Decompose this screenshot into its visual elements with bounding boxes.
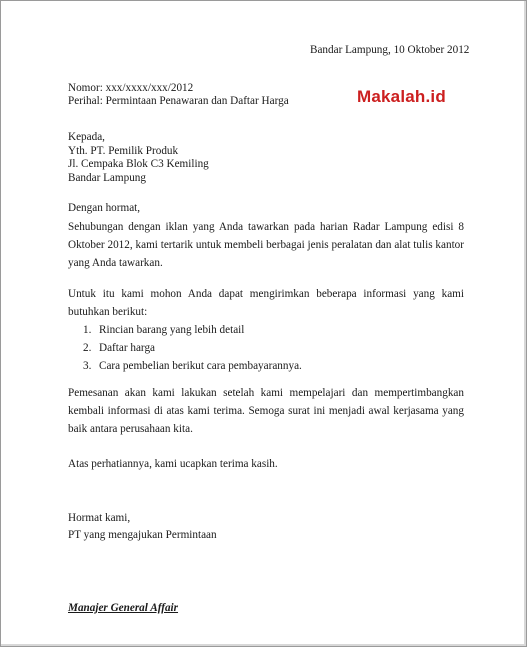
company-name: PT yang mengajukan Permintaan bbox=[68, 529, 217, 541]
body-paragraph: Sehubungan dengan iklan yang Anda tawarkan pada harian Radar Lampung edisi 8 Oktober 2012, kami tertarik untuk membeli berbagai jenis peralatan dan alat tulis kantor yang Anda tawarkan. bbox=[68, 221, 464, 269]
recipient-line: Bandar Lampung bbox=[68, 171, 146, 184]
list-number: 1. bbox=[83, 324, 92, 336]
list-number: 2. bbox=[83, 342, 92, 354]
letter-subject: Perihal: Permintaan Penawaran dan Daftar Harga bbox=[68, 95, 289, 107]
body-paragraph: Pemesanan akan kami lakukan setelah kami mempelajari dan mempertimbangkan kembali informasi di atas kami terima. Semoga surat ini menjadi awal kerjasama yang baik antara perusahaan kita. bbox=[68, 387, 464, 435]
thanks-line: Atas perhatiannya, kami ucapkan terima kasih. bbox=[68, 458, 278, 470]
letter-date: Bandar Lampung, 10 Oktober 2012 bbox=[310, 44, 470, 56]
list-number: 3. bbox=[83, 360, 92, 372]
list-text: Cara pembelian berikut cara pembayarannya. bbox=[99, 360, 302, 372]
recipient-address bbox=[68, 130, 209, 184]
list-text: Daftar harga bbox=[99, 342, 156, 354]
greeting: Dengan hormat, bbox=[68, 202, 141, 214]
recipient-line: Yth. PT. Pemilik Produk bbox=[68, 144, 179, 157]
list-item bbox=[83, 339, 302, 357]
body-paragraph: Untuk itu kami mohon Anda dapat mengirimkan beberapa informasi yang kami butuhkan berikut: bbox=[68, 288, 464, 318]
recipient-line: Kepada, bbox=[68, 131, 105, 143]
list-item bbox=[83, 321, 302, 339]
recipient-line: Jl. Cempaka Blok C3 Kemiling bbox=[68, 158, 209, 170]
signatory-title: Manajer General Affair bbox=[68, 602, 179, 614]
list-text: Rincian barang yang lebih detail bbox=[99, 324, 245, 336]
watermark-logo: Makalah.id bbox=[357, 87, 446, 106]
list-item bbox=[83, 357, 302, 375]
letter-number: Nomor: xxx/xxxx/xxx/2012 bbox=[68, 82, 194, 94]
closing-line: Hormat kami, bbox=[68, 512, 131, 524]
request-list bbox=[83, 321, 302, 375]
